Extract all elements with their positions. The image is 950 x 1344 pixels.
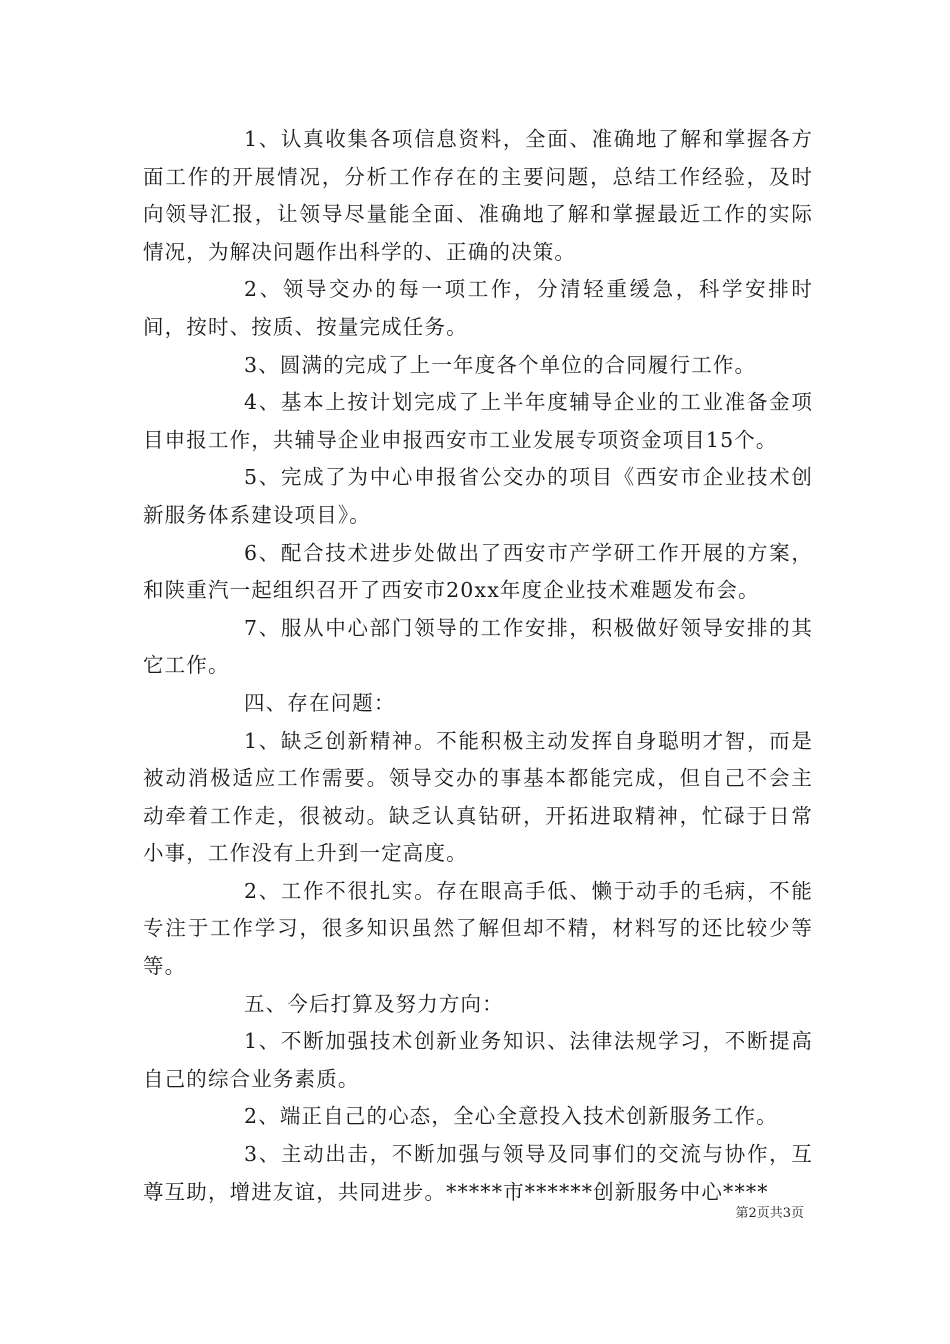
section-heading-future-plans: 五、今后打算及努力方向： <box>244 991 504 1016</box>
paragraph-item-1: 1、认真收集各项信息资料，全面、准确地了解和掌握各方面工作的开展情况，分析工作存在的主要问题，总结工作经验，及时向领导汇报，让领导尽量能全面、准确地了解和掌握最近工作的实际情况，为解决问题作出科学的、正确的决策。 <box>143 127 813 264</box>
paragraph-item-3: 3、圆满的完成了上一年度各个单位的合同履行工作。 <box>244 352 757 377</box>
section-heading-problems: 四、存在问题： <box>244 690 396 715</box>
problem-item-2: 2、工作不很扎实。存在眼高手低、懒于动手的毛病，不能专注于工作学习，很多知识虽然了解但却不精，材料写的还比较少等等。 <box>143 878 813 979</box>
problem-item-1: 1、缺乏创新精神。不能积极主动发挥自身聪明才智，而是被动消极适应工作需要。领导交办的事基本都能完成，但自己不会主动牵着工作走，很被动。缺乏认真钻研，开拓进取精神，忙碌于日常小事，工作没有上升到一定高度。 <box>143 728 813 866</box>
plan-item-1: 1、不断加强技术创新业务知识、法律法规学习，不断提高自己的综合业务素质。 <box>143 1029 813 1091</box>
paragraph-item-2: 2、领导交办的每一项工作，分清轻重缓急，科学安排时间，按时、按质、按量完成任务。 <box>143 277 813 339</box>
paragraph-item-7: 7、服从中心部门领导的工作安排，积极做好领导安排的其它工作。 <box>143 615 813 678</box>
paragraph-item-4: 4、基本上按计划完成了上半年度辅导企业的工业准备金项目申报工作，共辅导企业申报西安市工业发展专项资金项目15个。 <box>143 390 813 452</box>
paragraph-item-6: 6、配合技术进步处做出了西安市产学研工作开展的方案，和陕重汽一起组织召开了西安市20xx年度企业技术难题发布会。 <box>143 540 813 603</box>
plan-item-2: 2、端正自己的心态，全心全意投入技术创新服务工作。 <box>244 1104 778 1129</box>
document-body <box>143 121 813 1211</box>
page-number-footer: 第2页共3页 <box>735 1206 804 1221</box>
plan-item-3: 3、主动出击，不断加强与领导及同事们的交流与协作，互尊互助，增进友谊，共同进步。*****市******创新服务中心**** <box>143 1142 813 1204</box>
paragraph-item-5: 5、完成了为中心申报省公交办的项目《西安市企业技术创新服务体系建设项目》。 <box>143 465 813 527</box>
